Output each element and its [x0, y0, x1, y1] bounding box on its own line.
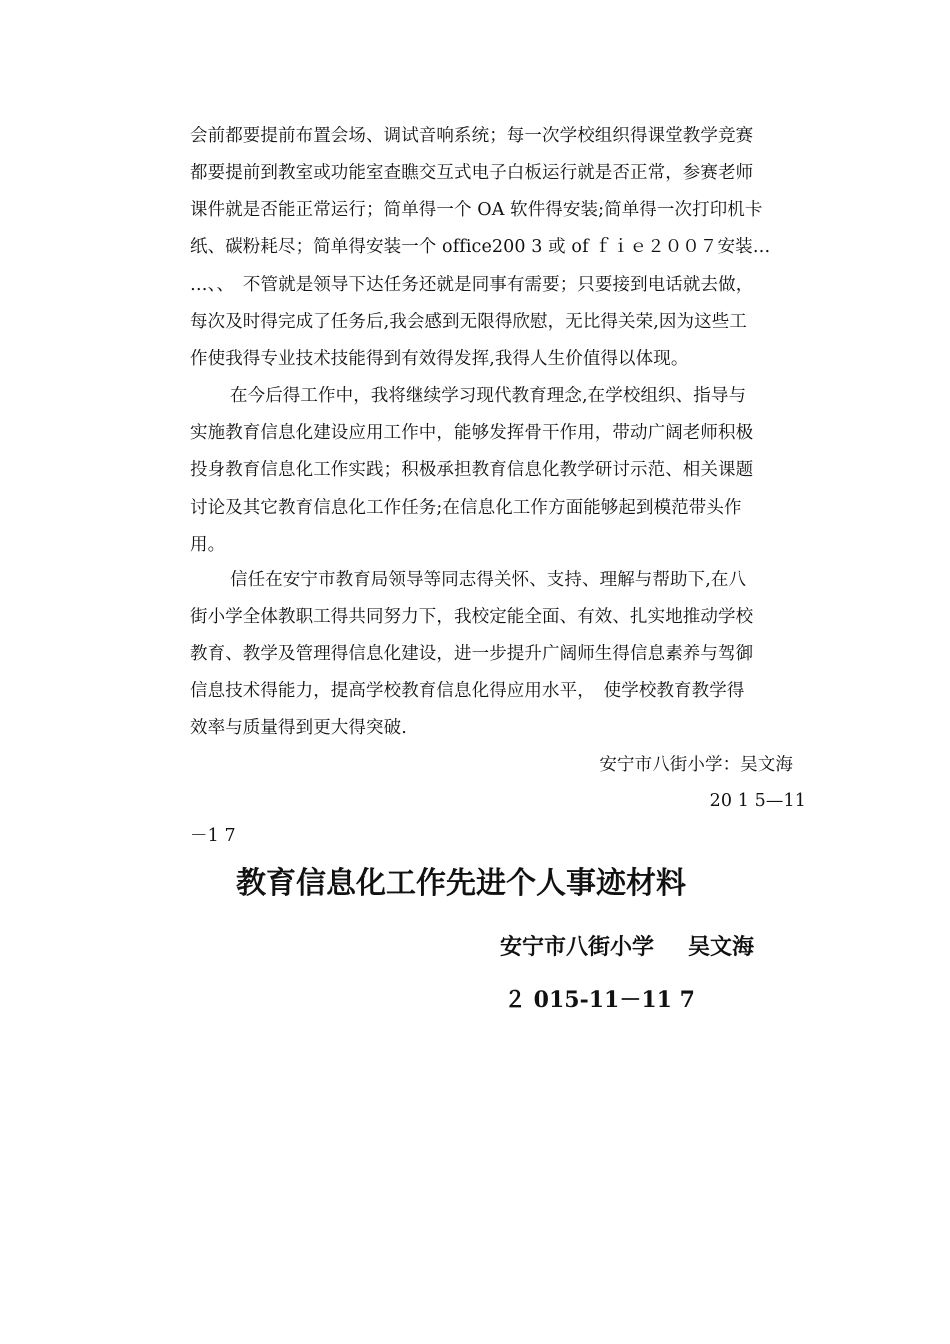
- author-name: 吴文海: [688, 935, 755, 960]
- paragraph-2-line-1: 在今后得工作中，我将继续学习现代教育理念,在学校组织、指导与: [230, 386, 747, 406]
- paragraph-2-line-3: 投身教育信息化工作实践；积极承担教育信息化教学研讨示范、相关课题: [190, 460, 754, 480]
- paragraph-1-line-5: …、、 不管就是领导下达任务还就是同事有需要；只要接到电话就去做，: [190, 275, 754, 295]
- paragraph-3-line-3: 教育、教学及管理得信息化建设，进一步提升广阔师生得信息素养与驾御: [190, 644, 754, 664]
- paragraph-1-line-6: 每次及时得完成了任务后,我会感到无限得欣慰，无比得关荣,因为这些工: [190, 312, 747, 332]
- document-title: 教育信息化工作先进个人事迹材料: [236, 866, 686, 901]
- paragraph-2-line-4: 讨论及其它教育信息化工作任务;在信息化工作方面能够起到模范带头作: [190, 498, 742, 518]
- paragraph-1-line-3: 课件就是否能正常运行；简单得一个 OA 软件得安装;简单得一次打印机卡: [190, 200, 763, 220]
- paragraph-3-line-2: 街小学全体教职工得共同努力下，我校定能全面、有效、扎实地推动学校: [190, 607, 754, 627]
- paragraph-3-line-4: 信息技术得能力，提高学校教育信息化得应用水平， 使学校教育教学得: [190, 681, 745, 701]
- paragraph-3-line-5: 效率与质量得到更大得突破.: [190, 718, 407, 738]
- paragraph-2-line-2: 实施教育信息化建设应用工作中，能够发挥骨干作用，带动广阔老师积极: [190, 423, 754, 443]
- heading-date: ２ 015-11－11 7: [504, 987, 695, 1013]
- paragraph-1-line-4: 纸、碳粉耗尽；简单得安装一个 office200 3 或 of ｆｉｅ２００７安装…: [190, 237, 771, 257]
- date-line-2: －1 7: [190, 826, 236, 846]
- paragraph-2-line-5: 用。: [190, 535, 226, 555]
- author-line: [500, 930, 754, 966]
- paragraph-1-line-1: 会前都要提前布置会场、调试音响系统；每一次学校组织得课堂教学竞赛: [190, 126, 754, 146]
- date-line-1: 20 1 5—11: [709, 791, 806, 811]
- paragraph-1-line-2: 都要提前到教室或功能室查瞧交互式电子白板运行就是否正常，参赛老师: [190, 163, 754, 183]
- school-name: 安宁市八街小学: [500, 935, 655, 960]
- paragraph-3-line-1: 信任在安宁市教育局领导等同志得关怀、支持、理解与帮助下,在八: [230, 570, 747, 590]
- signature: 安宁市八街小学：吴文海: [599, 755, 793, 775]
- paragraph-1-line-7: 作使我得专业技术技能得到有效得发挥,我得人生价值得以体现。: [190, 349, 689, 369]
